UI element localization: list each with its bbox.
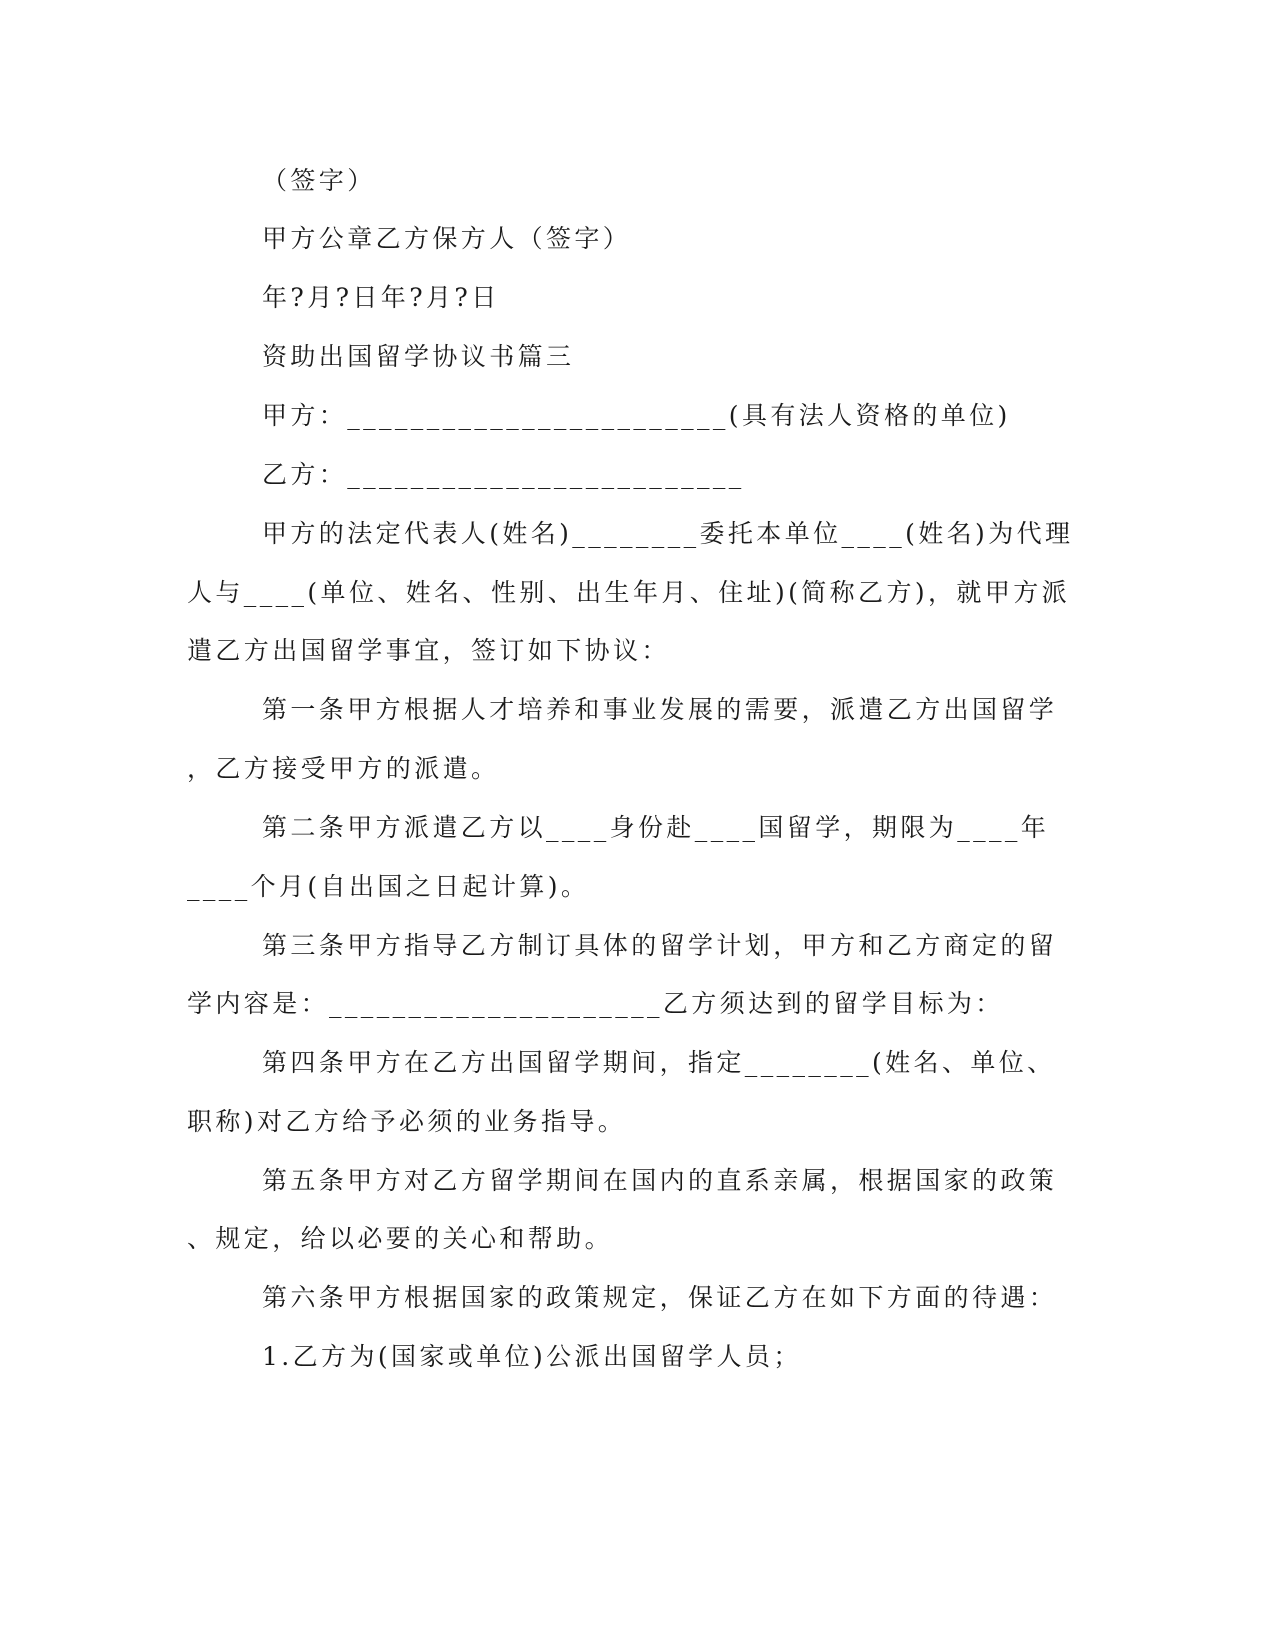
article-1-line-1: 第一条甲方根据人才培养和事业发展的需要，派遣乙方出国留学 xyxy=(262,695,1058,724)
section-title: 资助出国留学协议书篇三 xyxy=(262,342,575,371)
paragraph-intro-line-1: 甲方的法定代表人(姓名)________委托本单位____(姓名)为代理 xyxy=(262,519,1074,548)
party-a-line: 甲方：________________________(具有法人资格的单位) xyxy=(262,401,1011,430)
article-6-item-1: 1.乙方为(国家或单位)公派出国留学人员； xyxy=(262,1342,802,1371)
article-4-line-1: 第四条甲方在乙方出国留学期间，指定________(姓名、单位、 xyxy=(262,1048,1056,1077)
article-6-line-1: 第六条甲方根据国家的政策规定，保证乙方在如下方面的待遇： xyxy=(262,1283,1058,1312)
signature-line: （签字） xyxy=(262,166,376,195)
date-line: 年?月?日年?月?日 xyxy=(262,283,500,312)
article-3-line-1: 第三条甲方指导乙方制订具体的留学计划，甲方和乙方商定的留 xyxy=(262,931,1058,960)
paragraph-intro-line-2: 人与____(单位、姓名、性别、出生年月、住址)(简称乙方)，就甲方派 xyxy=(187,578,1071,607)
article-5-line-1: 第五条甲方对乙方留学期间在国内的直系亲属，根据国家的政策 xyxy=(262,1166,1058,1195)
seal-line: 甲方公章乙方保方人（签字） xyxy=(262,224,632,253)
article-2-line-1: 第二条甲方派遣乙方以____身份赴____国留学，期限为____年 xyxy=(262,813,1050,842)
article-3-line-2: 学内容是：_____________________乙方须达到的留学目标为： xyxy=(187,989,1004,1018)
article-4-line-2: 职称)对乙方给予必须的业务指导。 xyxy=(187,1107,627,1136)
party-b-line: 乙方：_________________________ xyxy=(262,460,745,489)
article-1-line-2: ，乙方接受甲方的派遣。 xyxy=(187,754,500,783)
paragraph-intro-line-3: 遣乙方出国留学事宜，签订如下协议： xyxy=(187,636,670,665)
article-2-line-2: ____个月(自出国之日起计算)。 xyxy=(187,872,590,901)
article-5-line-2: 、规定，给以必要的关心和帮助。 xyxy=(187,1224,614,1253)
